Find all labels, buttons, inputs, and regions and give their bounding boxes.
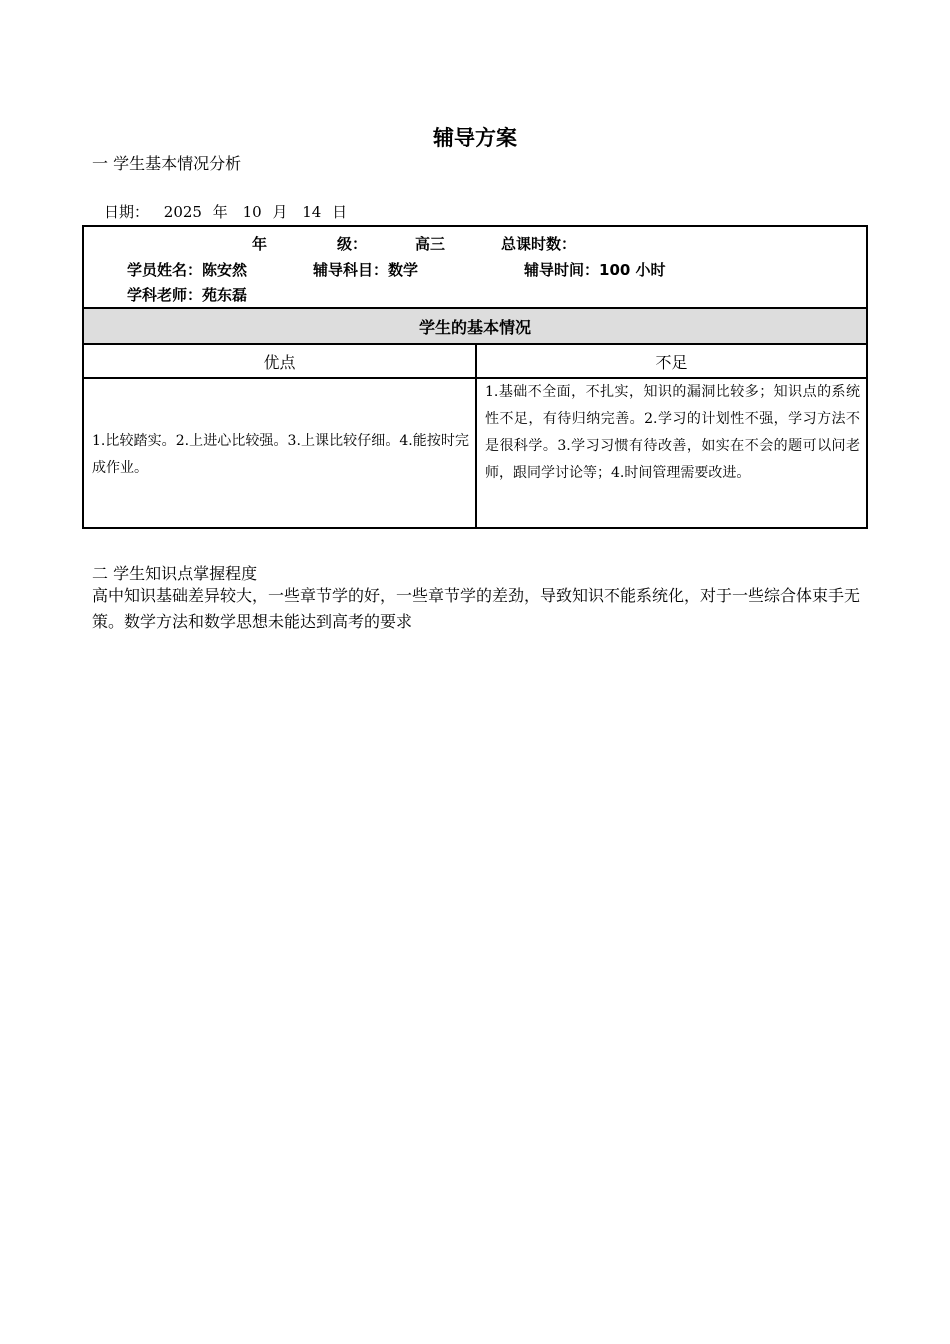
subject-teacher: 学科老师：苑东磊 [127,286,248,304]
tutoring-subject: 辅导科目：数学 [313,261,419,279]
total-hours-label: 总课时数： [501,235,577,253]
date-day-unit: 日 [332,203,348,221]
strengths-text: 1.比较踏实。2.上进心比较强。3.上课比较仔细。4.能按时完成作业。 [92,433,469,476]
date-year: 2025 [163,203,202,221]
tutoring-time: 辅导时间：100 小时 [524,261,666,279]
grade-value: 高三 [415,235,446,253]
student-name: 学员姓名：陈安然 [127,261,248,279]
document-title: 辅导方案 [433,126,517,150]
date-year-unit: 年 [212,203,228,221]
basic-situation-header: 学生的基本情况 [83,308,867,344]
student-info-table [82,225,868,529]
strengths-cell [83,378,476,528]
weaknesses-text: 1.基础不全面，不扎实，知识的漏洞比较多；知识点的系统性不足，有待归纳完善。2.学习的计划性不强，学习方法不是很科学。3.学习习惯有待改善，如实在不会的题可以问老师，跟同学讨论等；4.时间管理需要改进。 [485,384,860,481]
strengths-header: 优点 [83,344,476,378]
date-line [104,201,347,222]
weaknesses-header: 不足 [476,344,867,378]
section-2-heading: 二 学生知识点掌握程度 [92,564,258,583]
student-info-header [83,226,867,308]
date-month-unit: 月 [272,203,288,221]
grade-label-2: 级： [337,235,368,253]
date-day: 14 [302,203,322,221]
date-month: 10 [242,203,262,221]
date-label: 日期： [104,203,150,221]
section-1-heading: 一 学生基本情况分析 [92,154,242,173]
section-2-paragraph: 高中知识基础差异较大，一些章节学的好，一些章节学的差劲，导致知识不能系统化，对于一些综合体束手无策。数学方法和数学思想未能达到高考的要求 [92,586,861,631]
grade-label-1: 年 [252,235,268,253]
weaknesses-cell [476,378,867,528]
